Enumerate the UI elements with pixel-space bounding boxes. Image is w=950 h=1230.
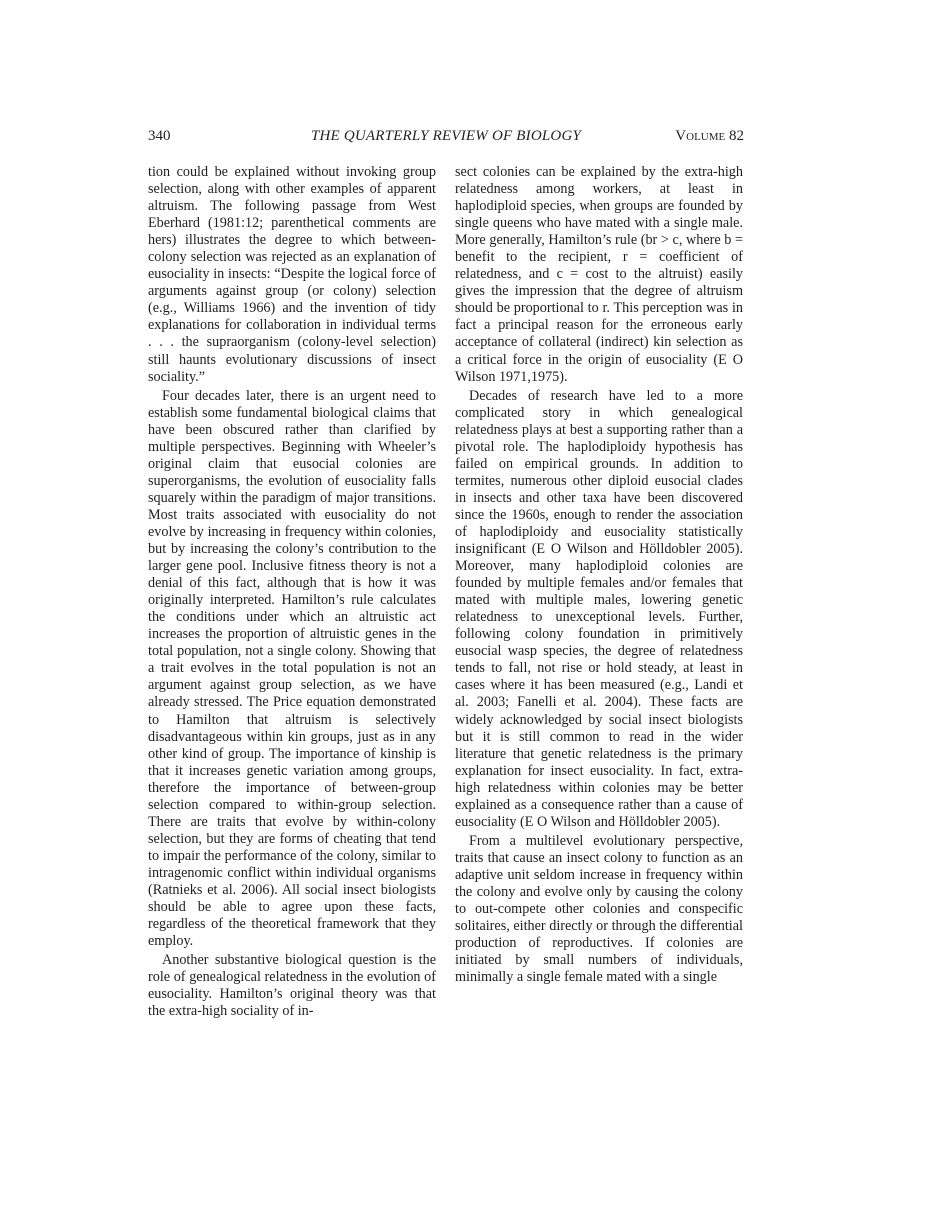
left-paragraph-3: Another substantive biological question is the role of genealogical relatedness in the evolution of eusociality. Hamilton’s original theory was that the extra-high sociality of in- bbox=[148, 952, 436, 1020]
right-paragraph-2: Decades of research have led to a more complicated story in which genealogical relatedness plays at best a supporting rather than a pivotal role. The haplodiploidy hypothesis has failed on empirical grounds. In addition to termites, numerous other diploid eusocial clades in insects and other taxa have been discovered since the 1960s, enough to render the association of haplodiploidy and eusociality statistically insignificant (E O Wilson and Hölldobler 2005). Moreover, many haplodiploid colonies are founded by multiple females and/or females that mated with multiple males, lowering genetic relatedness to unexceptional levels. Further, following colony foundation in primitively eusocial wasp species, the degree of relatedness tends to fall, not rise or hold steady, at least in cases where it has been measured (e.g., Landi et al. 2003; Fanelli et al. 2004). These facts are widely acknowledged by social insect biologists but it is still common to read in the wider literature that genetic relatedness is the primary explanation for insect eusociality. In fact, extra-high relatedness within colonies may be better explained as a consequence rather than a cause of eusociality (E O Wilson and Hölldobler 2005). bbox=[455, 387, 743, 830]
left-paragraph-1: tion could be explained without invoking group selection, along with other examples of apparent altruism. The following passage from West Eberhard (1981:12; parenthetical comments are hers) illustrates the degree to which between-colony selection was rejected as an explanation of eusociality in insects: “Despite the logical force of arguments against group (or colony) selection (e.g., Williams 1966) and the invention of tidy explanations for collaboration in individual terms . . . the supraorganism (colony-level selection) still haunts evolutionary discussions of insect sociality.” bbox=[148, 164, 436, 385]
running-header bbox=[148, 128, 744, 150]
right-paragraph-3: From a multilevel evolutionary perspective, traits that cause an insect colony to function as an adaptive unit seldom increase in frequency within the colony and evolve only by causing the colony to out-compete other colonies and conspecific solitaires, either directly or through the differential production of reproductives. If colonies are initiated by small numbers of individuals, minimally a single female mated with a single bbox=[455, 832, 743, 986]
right-paragraph-1: sect colonies can be explained by the extra-high relatedness among workers, at least in haplodiploid species, when groups are founded by single queens who have mated with a single male. More generally, Hamilton’s rule (br > c, where b = benefit to the recipient, r = coefficient of relatedness, and c = cost to the altruist) easily gives the impression that the degree of altruism should be proportional to r. This perception was in fact a principal reason for the erroneous early acceptance of collateral (indirect) kin selection as a critical force in the origin of eusociality (E O Wilson 1971,1975). bbox=[455, 164, 743, 385]
left-column bbox=[148, 164, 436, 1020]
volume-label bbox=[675, 128, 744, 145]
volume-number: 82 bbox=[729, 128, 744, 144]
left-paragraph-2: Four decades later, there is an urgent need to establish some fundamental biological claims that have been obscured rather than clarified by multiple perspectives. Beginning with Wheeler’s original claim that eusocial colonies are superorganisms, the evolution of eusociality falls squarely within the paradigm of major transitions. Most traits associated with eusociality do not evolve by increasing in frequency within colonies, but by increasing the colony’s contribution to the larger gene pool. Inclusive fitness theory is not a denial of this fact, although that is how it was originally interpreted. Hamilton’s rule calculates the conditions under which an altruistic act increases the proportion of altruistic genes in the total population, not a single colony. Showing that a trait evolves in the total population is not an argument against group selection, as we have already stressed. The Price equation demonstrated to Hamilton that altruism is selectively disadvantageous within kin groups, just as in any other kind of group. The importance of kinship is that it increases genetic variation among groups, therefore the importance of between-group selection compared to within-group selection. There are traits that evolve by within-colony selection, but they are forms of cheating that tend to impair the performance of the colony, similar to intragenomic conflict within individual organisms (Ratnieks et al. 2006). All social insect biologists should be able to agree upon these facts, regardless of the theoretical framework that they employ. bbox=[148, 387, 436, 950]
volume-word: Volume bbox=[675, 128, 726, 144]
page-number: 340 bbox=[148, 128, 171, 144]
journal-title: THE QUARTERLY REVIEW OF BIOLOGY bbox=[310, 128, 582, 144]
right-column bbox=[455, 164, 743, 986]
